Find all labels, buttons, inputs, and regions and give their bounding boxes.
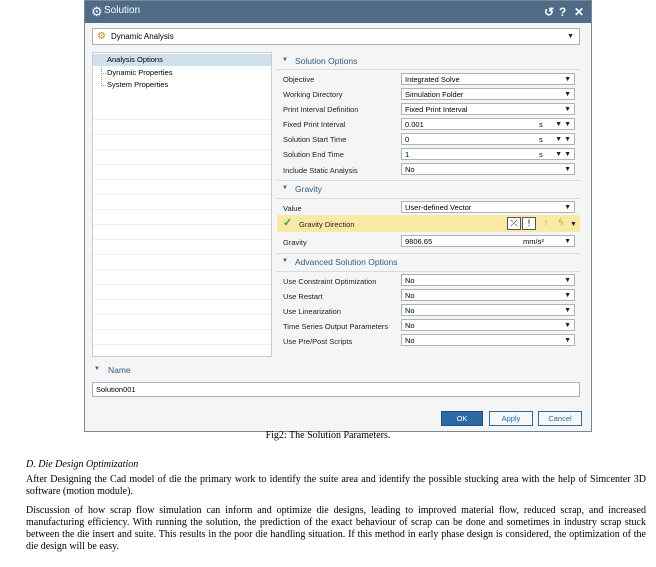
help-icon[interactable]: ? [559,5,567,19]
working-directory-select[interactable]: Simulation Folder ▼ [401,88,575,100]
chevron-down-icon: ▼ [564,166,571,173]
solution-end-time-input[interactable]: 1 s ▼ ▼ [401,148,575,160]
working-directory-label: Working Directory [283,90,343,99]
tree-item-dynamic-properties[interactable]: Dynamic Properties [107,68,173,77]
use-restart-select[interactable]: No ▼ [401,289,575,301]
reverse-direction-icon[interactable]: ⤫ [507,217,521,230]
chevron-down-icon: ▼ [564,307,571,314]
chevron-down-icon: ▼ [567,33,574,40]
constraint-optimization-select[interactable]: No ▼ [401,274,575,286]
fixed-print-interval-label: Fixed Print Interval [283,120,346,129]
section-heading: D. Die Design Optimization [26,459,139,470]
chevron-down-icon: ▼ [564,106,571,113]
solution-end-time-label: Solution End Time [283,150,344,159]
time-series-output-label: Time Series Output Parameters [283,322,389,331]
tree-item-analysis-options[interactable]: Analysis Options [93,54,271,66]
title-bar[interactable] [85,1,591,23]
collapse-icon: ▼ [282,57,288,63]
use-linearization-select[interactable]: No ▼ [401,304,575,316]
cancel-button[interactable]: Cancel [538,411,582,426]
collapse-icon: ▼ [94,366,100,372]
name-section-header[interactable]: ▼ Name [94,365,131,375]
gravity-label: Gravity [283,238,307,247]
advanced-options-header[interactable]: ▼ Advanced Solution Options [282,257,398,267]
analysis-type-icon: ⚙ [97,31,106,42]
gravity-direction-label: Gravity Direction [299,220,355,229]
chevron-down-icon: ▼ [564,121,571,128]
objective-select[interactable]: Integrated Solve ▼ [401,73,575,85]
print-interval-definition-label: Print Interval Definition [283,105,359,114]
reset-icon[interactable]: ↺ [544,5,555,19]
apply-button[interactable]: Apply [489,411,533,426]
paragraph-1: After Designing the Cad model of die the primary work to identify the suite area and identify the possible stucking area with the help of Simcenter 3D software (motion module). [26,474,646,497]
gravity-value-select[interactable]: User-defined Vector ▼ [401,201,575,213]
chevron-down-icon: ▼ [564,292,571,299]
solution-start-time-input[interactable]: 0 s ▼ ▼ [401,133,575,145]
chevron-down-icon: ▼ [564,322,571,329]
window-title: Solution [104,5,141,16]
chevron-down-icon: ▼ [564,151,571,158]
chevron-down-icon: ▼ [564,76,571,83]
ok-button[interactable]: OK [441,411,483,426]
chevron-down-icon: ▼ [555,151,562,158]
chevron-down-icon: ▼ [555,136,562,143]
gravity-direction-row[interactable] [277,215,580,232]
gravity-header[interactable]: ▼ Gravity [282,184,322,194]
solution-options-header[interactable]: ▼ Solution Options [282,56,358,66]
use-linearization-label: Use Linearization [283,307,341,316]
navigation-tree [92,52,272,357]
solution-dialog [84,0,592,432]
include-static-analysis-select[interactable]: No ▼ [401,163,575,175]
pre-post-scripts-label: Use Pre/Post Scripts [283,337,353,346]
pre-post-scripts-select[interactable]: No ▼ [401,334,575,346]
chevron-down-icon: ▼ [555,121,562,128]
checkmark-icon: ✓ [283,217,293,229]
gravity-value-label: Value [283,204,302,213]
print-interval-definition-select[interactable]: Fixed Print Interval ▼ [401,103,575,115]
vector-arrow-icon[interactable]: ↑ [543,217,549,227]
chevron-down-icon: ▼ [564,337,571,344]
use-restart-label: Use Restart [283,292,323,301]
time-series-output-select[interactable]: No ▼ [401,319,575,331]
include-static-analysis-label: Include Static Analysis [283,166,358,175]
paragraph-2: Discussion of how scrap flow simulation can inform and optimize die designs, leading to improved material flow, reduced scrap, and increased manufacturing efficiency. With running the solution, the prediction of the exact behaviour of scrap can be done and sometimes in industry scrap stuck between the die insert and suite. This results in the poor die handling situation. If this method in early phase design is considered, the optimization of the die design will be easy. [26,505,646,552]
chevron-down-icon: ▼ [564,277,571,284]
vector-dialog-icon[interactable]: ! [522,217,536,230]
solution-start-time-label: Solution Start Time [283,135,347,144]
chevron-down-icon: ▼ [564,238,571,245]
fixed-print-interval-input[interactable]: 0.001 s ▼ ▼ [401,118,575,130]
collapse-icon: ▼ [282,185,288,191]
solution-type-value: Dynamic Analysis [111,32,174,41]
chevron-down-icon: ▼ [564,136,571,143]
solution-name-input[interactable]: Solution001 [92,382,580,397]
inferred-vector-icon[interactable]: ϟ [558,217,564,227]
figure-caption: Fig2: The Solution Parameters. [265,430,391,441]
chevron-down-icon: ▼ [564,91,571,98]
tree-item-system-properties[interactable]: System Properties [107,80,169,89]
gravity-input[interactable]: 9806.65 mm/s² ▼ [401,235,575,247]
close-icon[interactable]: ✕ [574,5,585,19]
gear-icon: ⚙ [91,4,103,19]
chevron-down-icon: ▼ [564,204,571,211]
solution-type-select[interactable] [92,28,580,45]
constraint-optimization-label: Use Constraint Optimization [283,277,377,286]
collapse-icon: ▼ [282,258,288,264]
objective-label: Objective [283,75,315,84]
chevron-down-icon[interactable]: ▼ [570,221,577,228]
